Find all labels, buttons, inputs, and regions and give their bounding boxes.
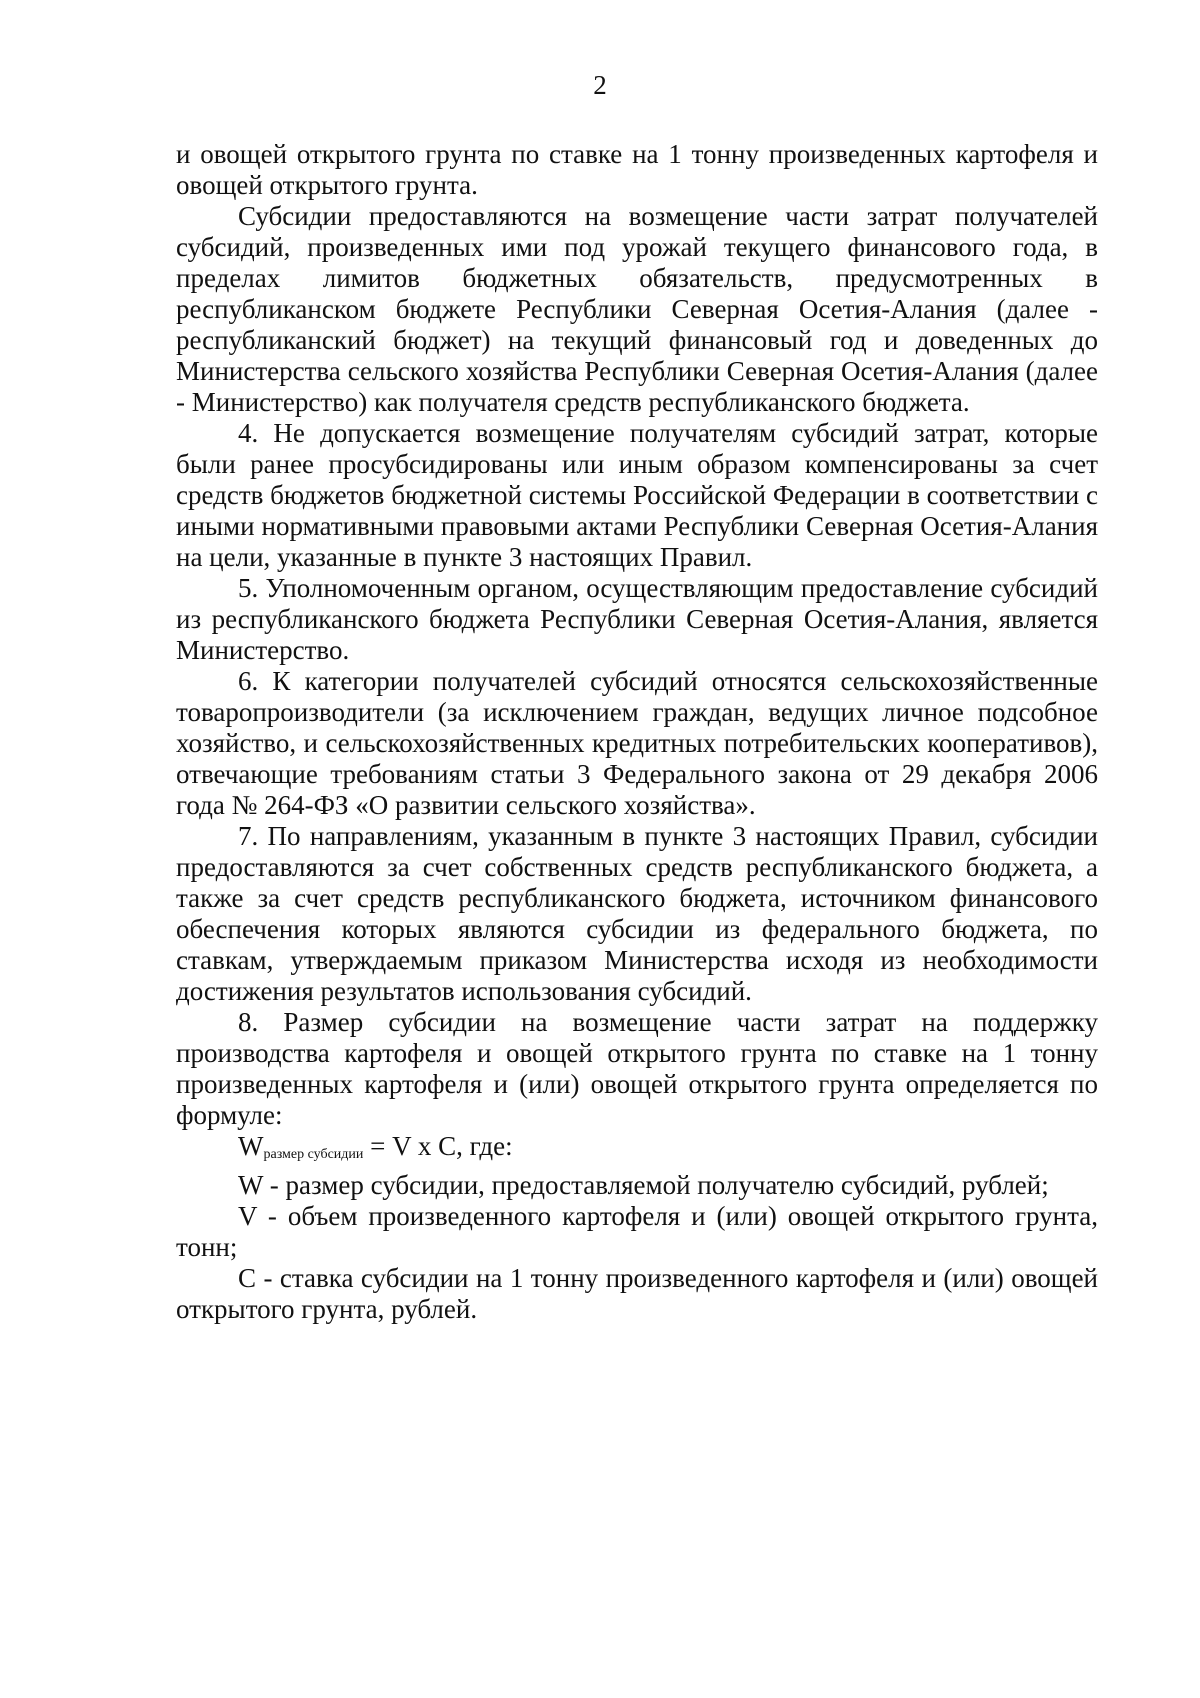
paragraph-item-6: 6. К категории получателей субсидий относятся сельскохозяйственные товаропроизводители (за исключением граждан, ведущих личное подсобное хозяйство, и сельскохозяйственных кредитных потребительских кооперативов), отвечающие требованиям статьи 3 Федерального закона от 29 декабря 2006 года № 264-ФЗ «О развитии сельского хозяйства». (176, 666, 1098, 820)
subsidy-formula (176, 1131, 1098, 1170)
paragraph-item-7: 7. По направлениям, указанным в пункте 3 настоящих Правил, субсидии предоставляются за счет собственных средств республиканского бюджета, а также за счет средств республиканского бюджета, источником финансового обеспечения которых являются субсидии из федерального бюджета, по ставкам, утверждаемым приказом Министерства исходя из необходимости достижения результатов использования субсидий. (176, 821, 1098, 1006)
formula-expression: = V x C, где: (363, 1131, 513, 1161)
definition-c: C - ставка субсидии на 1 тонну произведенного картофеля и (или) овощей открытого грунта, рублей. (176, 1263, 1098, 1324)
page-number: 2 (593, 70, 607, 100)
formula-symbol: W (238, 1131, 264, 1161)
document-body (176, 139, 1098, 1325)
paragraph-continuation: и овощей открытого грунта по ставке на 1 тонну произведенных картофеля и овощей открытого грунта. (176, 139, 1098, 200)
paragraph-item-5: 5. Уполномоченным органом, осуществляющим предоставление субсидий из республиканского бюджета Республики Северная Осетия-Алания, является Министерство. (176, 573, 1098, 665)
paragraph-item-4: 4. Не допускается возмещение получателям субсидий затрат, которые были ранее просубсидированы или иным образом компенсированы за счет средств бюджетов бюджетной системы Российской Федерации в соответствии с иными нормативными правовыми актами Республики Северная Осетия-Алания на цели, указанные в пункте 3 настоящих Правил. (176, 418, 1098, 572)
paragraph-item-8: 8. Размер субсидии на возмещение части затрат на поддержку производства картофеля и овощей открытого грунта по ставке на 1 тонну произведенных картофеля и (или) овощей открытого грунта определяется по формуле: (176, 1007, 1098, 1130)
definition-v: V - объем произведенного картофеля и (или) овощей открытого грунта, тонн; (176, 1201, 1098, 1262)
formula-subscript: размер субсидии (263, 1147, 364, 1162)
definition-w: W - размер субсидии, предоставляемой получателю субсидий, рублей; (238, 1170, 1049, 1200)
paragraph-subsidies-purpose: Субсидии предоставляются на возмещение части затрат получателей субсидий, произведенных ими под урожай текущего финансового года, в пределах лимитов бюджетных обязательств, предусмотренных в республиканском бюджете Республики Северная Осетия-Алания (далее - республиканский бюджет) на текущий финансовый год и доведенных до Министерства сельского хозяйства Республики Северная Осетия-Алания (далее - Министерство) как получателя средств республиканского бюджета. (176, 201, 1098, 417)
